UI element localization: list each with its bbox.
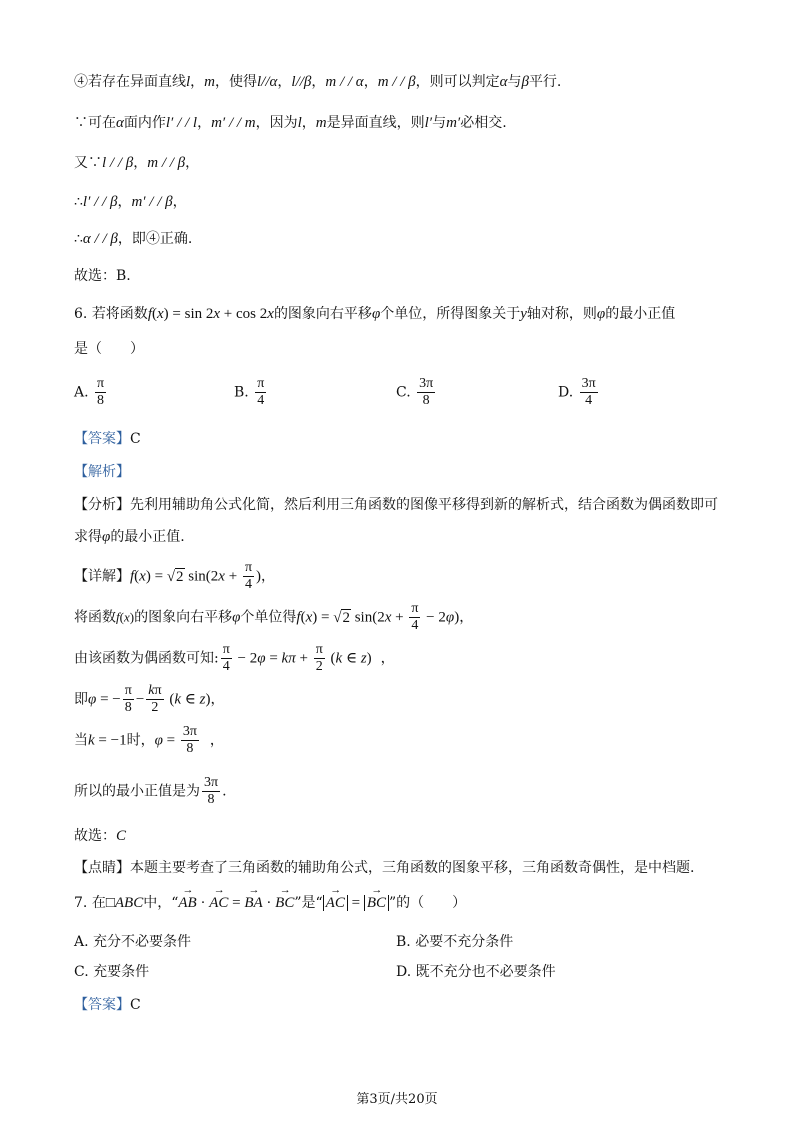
text: 又∵ — [74, 155, 102, 171]
q7-option-c — [74, 961, 149, 981]
text: ”的（ ） — [388, 895, 467, 911]
text: 时， — [126, 732, 155, 749]
text: 是异面直线，则 — [326, 115, 425, 131]
text: 若将函数 — [91, 306, 148, 322]
option-b — [234, 376, 268, 409]
option-label: A. — [74, 384, 89, 401]
text: 的图象向右平移 — [134, 609, 233, 626]
proof-line-4: ∴l′ / / β，m′ / / β， — [74, 194, 187, 210]
text: 平行. — [528, 74, 562, 90]
option-label: C. — [74, 964, 89, 980]
q6-detail: 【详解】f(x) = √2 sin(2x + $\frac{\pi}{4}$ )， — [74, 560, 276, 592]
option-label: C. — [396, 384, 411, 401]
q7-option-b — [396, 931, 513, 951]
answer-tag: 【答案】 — [74, 997, 130, 1013]
text: 故选： — [74, 828, 116, 844]
q6-fenxi-2: 求得φ的最小正值. — [74, 529, 185, 545]
option-text: 既不充分也不必要条件 — [415, 964, 556, 980]
text: 先利用辅助角公式化简，然后利用三角函数的图像平移得到新的解析式，结合函数为偶函数即可 — [130, 497, 718, 513]
text: ， — [185, 155, 200, 171]
analysis-tag: 【解析】 — [74, 464, 130, 480]
q6-fenxi — [74, 495, 724, 515]
text: ， — [261, 568, 276, 585]
q6-step-5: 所以的最小正值是为 $\frac{3\pi}{8}$ . — [74, 775, 227, 807]
text: . — [222, 783, 227, 800]
page-footer: 第3页/共20页 — [356, 1092, 438, 1107]
detail-tag: 【详解】 — [74, 568, 130, 585]
text: 即 — [74, 691, 88, 708]
text: 与 — [507, 74, 522, 90]
answer-value: C — [130, 431, 141, 447]
text: 在 — [91, 895, 106, 911]
option-label: B. — [396, 934, 411, 950]
text: 当 — [74, 732, 88, 749]
q6-answer — [74, 429, 724, 449]
text: ④若存在异面直线 — [74, 74, 186, 90]
proof-line-3: 又∵l / / β，m / / β， — [74, 155, 200, 171]
option-label: A. — [74, 934, 89, 950]
option-text: 充分不必要条件 — [93, 934, 192, 950]
text: 本题主要考查了三角函数的辅助角公式，三角函数的图象平移，三角函数奇偶性，是中档题. — [130, 860, 695, 876]
q6-jiexi — [74, 462, 724, 482]
text: ∴ — [74, 231, 83, 247]
numerator: 3π — [581, 376, 596, 391]
text: 的最小正值 — [605, 306, 676, 322]
answer-tag: 【答案】 — [74, 431, 130, 447]
q6-dianjing — [74, 858, 724, 878]
option-label: B. — [234, 384, 249, 401]
denominator: 8 — [422, 393, 430, 408]
text: 与 — [432, 115, 447, 131]
text: 求得 — [74, 529, 102, 545]
text: ∴ — [74, 194, 83, 210]
option-text: 充要条件 — [93, 964, 150, 980]
text: 将函数 — [74, 609, 116, 626]
text: ， — [210, 691, 225, 708]
text: 由该函数为偶函数可知: — [74, 650, 219, 667]
text: ，则可以判定 — [415, 74, 500, 90]
question-number: 6. — [74, 306, 88, 322]
text: ，即④正确. — [117, 231, 193, 247]
denominator: 4 — [585, 393, 593, 408]
dianjing-tag: 【点睛】 — [74, 860, 130, 876]
option-label: D. — [396, 964, 412, 980]
proof-line-5: ∴α / / β，即④正确. — [74, 231, 193, 247]
answer-value: C — [116, 828, 127, 844]
option-a — [74, 376, 108, 409]
text: ，使得 — [215, 74, 258, 90]
text: 的图象向右平移 — [273, 306, 372, 322]
fenxi-tag: 【分析】 — [74, 497, 130, 513]
triangle-label: □ABC — [105, 895, 144, 911]
text: 轴对称，则 — [526, 306, 597, 322]
denominator: 4 — [257, 393, 265, 408]
text: ， — [117, 194, 132, 210]
numerator: π — [97, 376, 105, 391]
text: 中，“ — [143, 895, 179, 911]
text: ”是“ — [294, 895, 323, 911]
q7-answer — [74, 995, 724, 1015]
q6-step-6 — [74, 826, 724, 846]
q6-step-2: 由该函数为偶函数可知: $\frac{\pi}{4}$ − 2φ = kπ + $\frac{\pi}{2}$ (k ∈ z) ， — [74, 642, 395, 674]
proof-line-1: ④若存在异面直线l，m，使得l//α，l//β，m / / α，m / / β，则可以判定α与β平行. — [74, 74, 562, 90]
text: ∵可在 — [74, 115, 116, 131]
text: ， — [172, 194, 187, 210]
text: 故选：B. — [74, 268, 131, 284]
numerator: 3π — [419, 376, 434, 391]
text: ， — [197, 115, 212, 131]
option-c — [396, 376, 437, 409]
text: ， — [311, 74, 326, 90]
q6-step-4: 当k = −1时，φ = $\frac{3\pi}{8}$ ， — [74, 724, 224, 756]
text: 个单位得 — [240, 609, 297, 626]
text: ， — [380, 650, 395, 667]
text: 所以的最小正值是为 — [74, 783, 200, 800]
question-6-stem-2 — [74, 339, 724, 359]
text: 面内作 — [123, 115, 166, 131]
text: ， — [277, 74, 292, 90]
text: 个单位，所得图象关于 — [380, 306, 521, 322]
option-d — [558, 376, 600, 409]
question-6-stem: 6. 若将函数f(x) = sin 2x + cos 2x的图象向右平移φ个单位，所得图象关于y轴对称，则φ的最小正值 — [74, 306, 676, 322]
answer-value: C — [130, 997, 141, 1013]
option-label: D. — [558, 384, 574, 401]
denominator: 8 — [97, 393, 105, 408]
question-number: 7. — [74, 895, 88, 911]
question-7-stem: 7. 在□ABC中，“→ AB · → AC = → BA · → BC”是“→ AC = → BC ”的（ ） — [74, 893, 724, 913]
q7-option-d — [396, 961, 556, 981]
text: 的最小正值. — [110, 529, 185, 545]
text: ， — [459, 609, 474, 626]
numerator: π — [257, 376, 265, 391]
text: ， — [133, 155, 148, 171]
text: ， — [363, 74, 378, 90]
proof-conclusion — [74, 266, 724, 286]
q7-option-a — [74, 931, 191, 951]
text: ， — [190, 74, 205, 90]
proof-line-2: ∵可在α面内作l′ / / l，m′ / / m，因为l，m是异面直线，则l′与m′必相交. — [74, 115, 507, 131]
q6-step-3: 即φ = − $\frac{\pi}{8}$ − $\frac{k\pi}{2}$ (k ∈ z)， — [74, 683, 225, 715]
text: 是（ ） — [74, 341, 144, 357]
text: ， — [209, 732, 224, 749]
q6-step-1: 将函数f(x)的图象向右平移φ个单位得f(x) = √2 sin(2x + $\frac{\pi}{4}$ − 2φ)， — [74, 601, 474, 633]
text: ，因为 — [255, 115, 298, 131]
option-text: 必要不充分条件 — [415, 934, 514, 950]
text: 必相交. — [460, 115, 507, 131]
